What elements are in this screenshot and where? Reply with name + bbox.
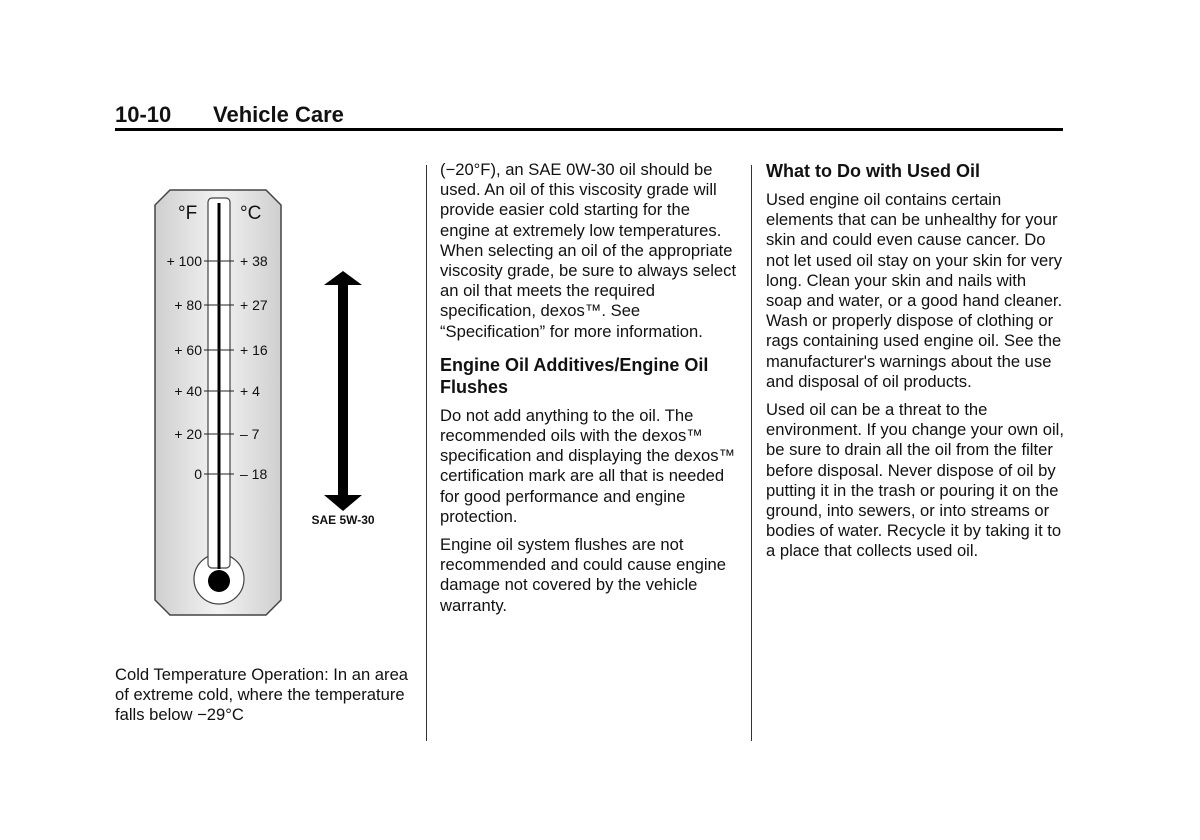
f-tick-label: + 20 (174, 426, 202, 442)
paragraph: Engine oil system flushes are not recommended and could cause engine damage not covered by the vehicle warranty. (440, 535, 726, 615)
c-tick-label: – 7 (240, 426, 260, 442)
column-divider (426, 165, 427, 741)
header-rule (115, 128, 1063, 131)
fahrenheit-unit: °F (178, 203, 198, 224)
arrow-label: SAE 5W-30 (311, 513, 375, 527)
f-tick-label: + 100 (166, 253, 202, 269)
heading: What to Do with Used Oil (766, 161, 980, 181)
f-tick-label: 0 (194, 466, 202, 482)
celsius-unit: °C (240, 203, 262, 224)
paragraph: Used engine oil contains certain elements that can be unhealthy for your skin and could even cause cancer. Do not let used oil stay on your skin for very long. Clean your skin and nails with soap and water, or a good hand cleaner. Wash or properly dispose of clothing or rags containing used engine oil. See the manufacturer's warnings about the use and disposal of oil products. (766, 190, 1063, 391)
c-tick-label: – 18 (240, 466, 268, 482)
c-tick-label: + 38 (240, 253, 268, 269)
c-tick-label: + 27 (240, 297, 268, 313)
f-tick-label: + 80 (174, 297, 202, 313)
column-divider (751, 165, 752, 741)
page-number: 10-10 (115, 102, 172, 127)
c-tick-label: + 16 (240, 342, 268, 358)
figure-caption: Cold Temperature Operation: In an area of extreme cold, where the temperature falls below −29°C (115, 665, 409, 725)
c-tick-label: + 4 (240, 383, 260, 399)
double-arrow-icon (324, 271, 362, 511)
middle-column (440, 160, 740, 624)
right-column (766, 160, 1066, 570)
paragraph: Used oil can be a threat to the environment. If you change your own oil, be sure to drain all the oil from the filter before disposal. Never dispose of oil by putting it in the trash or pouring it on the ground, into sewers, or into streams or bodies of water. Recycle it by taking it to a place that collects used oil. (766, 400, 1064, 561)
thermometer-figure (150, 185, 390, 625)
f-tick-label: + 40 (174, 383, 202, 399)
heading: Engine Oil Additives/Engine Oil Flushes (440, 354, 709, 397)
mercury-bulb (208, 570, 230, 592)
f-tick-label: + 60 (174, 342, 202, 358)
paragraph: Do not add anything to the oil. The recommended oils with the dexos™ specification and displaying the dexos™ certification mark are all that is needed for good performance and engine protection. (440, 405, 736, 526)
section-title: Vehicle Care (213, 102, 344, 127)
paragraph: (−20°F), an SAE 0W-30 oil should be used. An oil of this viscosity grade will provide easier cold starting for the engine at extremely low temperatures. When selecting an oil of the appropriate viscosity grade, be sure to always select an oil that meets the required specification, dexos™. See “Specification” for more information. (440, 160, 737, 341)
